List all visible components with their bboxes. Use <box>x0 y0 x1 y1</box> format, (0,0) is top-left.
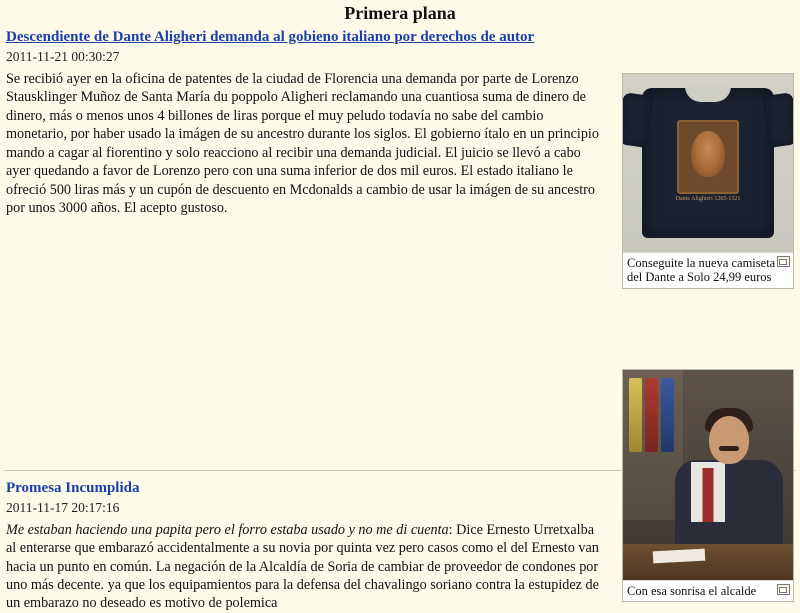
article-1-headline[interactable]: Descendiente de Dante Aligheri demanda al gobieno italiano por derechos de autor <box>6 29 535 45</box>
mayor-at-desk-photo <box>623 370 793 580</box>
tshirt-collar <box>685 86 731 102</box>
article-1-text-column <box>6 70 606 218</box>
face <box>709 416 749 464</box>
tshirt-sleeve-right <box>763 92 793 148</box>
article-2-text-column <box>6 521 606 613</box>
article-1-body: Se recibió ayer en la oficina de patentes de la ciudad de Florencia una demanda por parte de Lorenzo Stausklinger Muñoz de Santa María du poppolo Aligheri reclamando una cuantiosa suma de dinero de dinero, más o menos unos 4 billones de liras porque el muy peludo todavía no sabe del cambio monetario, por haber usado la imágen de su ancestro durante los siglos. El gobierno ítalo en un principio mando a cagar al fiorentino y solo reacciono al recibir una demanda judicial. El juicio se llevó a cabo ayer quedando a favor de Lorenzo pero con una suma inferior de dos mil euros. El estado italiano le ofreció 500 liras más y un cupón de descuento en Mcdonalds a cambio de usar la imágen de su ancestro por unos 3000 años. El acepto gustoso. <box>6 71 599 217</box>
article-2-body-lead: Me estaban haciendo una papita pero el forro estaba usado y no me di cuenta <box>6 521 449 538</box>
article-2-figure[interactable] <box>622 369 794 602</box>
dante-tshirt-photo <box>623 74 793 252</box>
article-1-figure[interactable] <box>622 73 794 289</box>
article-2-timestamp: 2011-11-17 20:17:16 <box>6 499 120 515</box>
flag-blue <box>661 378 674 452</box>
necktie <box>703 468 714 522</box>
expand-icon[interactable] <box>777 584 790 595</box>
news-page <box>0 3 800 612</box>
flag-yellow <box>629 378 642 452</box>
tshirt-sleeve-left <box>623 92 653 148</box>
article-1-caption-text: Conseguite la nueva camiseta del Dante a Solo 24,99 euros <box>627 256 776 285</box>
tshirt-print-caption: Dante Alighieri 1265-1321 <box>675 196 741 202</box>
expand-icon[interactable] <box>777 256 790 267</box>
tshirt-print-frame <box>677 120 739 194</box>
article-1-timestamp: 2011-11-21 00:30:27 <box>6 49 120 64</box>
article-2-headline[interactable]: Promesa Incumplida <box>6 479 140 496</box>
page-title: Primera plana <box>344 3 456 23</box>
article-2-body-rest: : Dice Ernesto Urretxalba al enterarse que embarazó accidentalmente a su novia por quinta vez pero casos como el del Ernesto van hacia un punto en común. La negación de la Alcaldía de Soria de cambiar de proveedor de condones por uno más decente. ya que los equipamientos para la defensa del chavalingo soriano contra la estupidez de un embarazo no deseado es motivo de polemica <box>6 521 599 612</box>
flag-red <box>645 378 658 452</box>
article-1-figure-caption <box>623 252 793 288</box>
mustache <box>719 446 739 451</box>
dante-portrait <box>691 131 725 177</box>
article-2-body <box>6 521 606 613</box>
article-2-figure-caption <box>623 580 793 601</box>
article-2-caption-text: Con esa sonrisa el alcalde <box>627 584 757 598</box>
desk <box>623 544 793 580</box>
tshirt-shape <box>642 88 774 238</box>
